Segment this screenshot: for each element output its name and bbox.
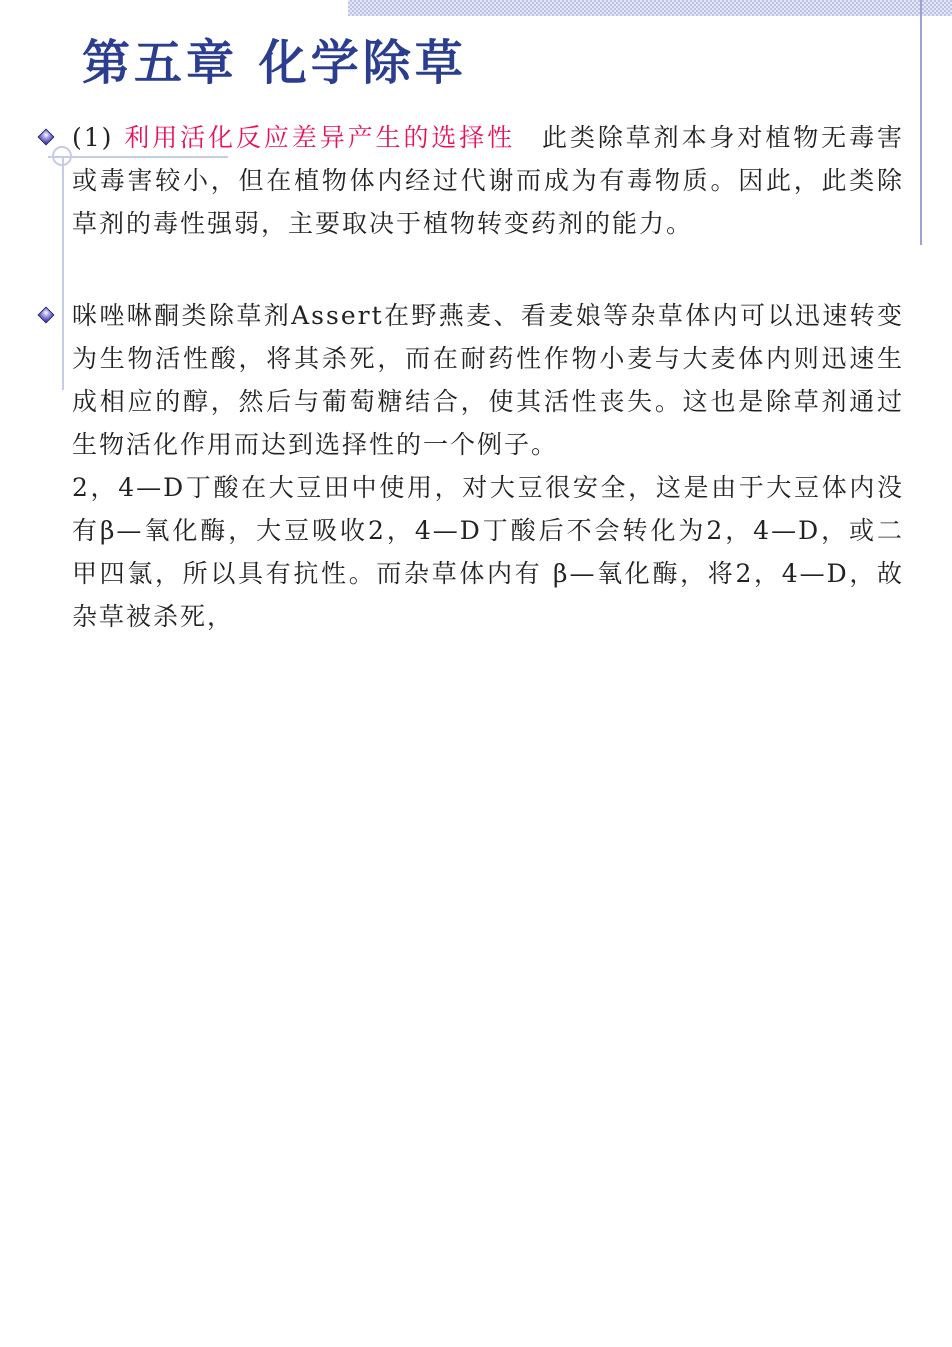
paragraph-1-number: (1) <box>72 123 114 152</box>
paragraph-1 <box>72 116 904 245</box>
diamond-bullet-icon <box>38 129 55 146</box>
left-decor-line <box>62 156 64 390</box>
crosshair-decor-icon <box>52 146 72 166</box>
right-decor-line <box>920 0 922 245</box>
top-decor-band <box>348 0 952 16</box>
paragraph-1-highlight: 利用活化反应差异产生的选择性 <box>124 123 516 152</box>
page-title: 第五章 化学除草 <box>82 35 467 91</box>
paragraph-2 <box>72 294 904 638</box>
diamond-bullet-icon <box>38 307 55 324</box>
paragraph-2-continuation: 2，4—D丁酸在大豆田中使用，对大豆很安全，这是由于大豆体内没有β—氧化酶，大豆吸收2，4—D丁酸后不会转化为2，4—D，或二甲四氯，所以具有抗性。而杂草体内有 β—氧化酶，将2，4—D，故杂草被杀死， <box>72 473 904 631</box>
paragraph-2-text: 咪唑啉酮类除草剂Assert在野燕麦、看麦娘等杂草体内可以迅速转变为生物活性酸，将其杀死，而在耐药性作物小麦与大麦体内则迅速生成相应的醇，然后与葡萄糖结合，使其活性丧失。这也是除草剂通过生物活化作用而达到选择性的一个例子。 <box>72 301 904 459</box>
paragraph-1-body: 此类除草剂本身对植物无毒害或毒害较小，但在植物体内经过代谢而成为有毒物质。因此，此类除草剂的毒性强弱，主要取决于植物转变药剂的能力。 <box>72 123 904 238</box>
